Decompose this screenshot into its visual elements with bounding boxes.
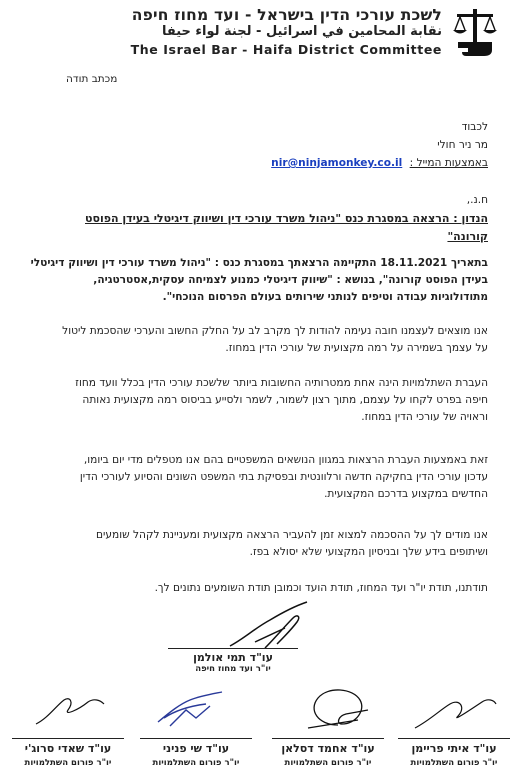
signature-4-name: עו"ד שאדי סרוג'י [12,738,124,755]
signature-3-scribble [150,682,230,732]
closing-line: תודתנו, תודת יו"ר ועד המחוז, תודת הועד וכמובן תודת השומעים נתונים לך. [154,582,488,594]
signature-1 [398,738,510,768]
recipient-email-row [271,157,488,169]
signature-2-scribble [298,680,378,735]
paragraph-5 [36,527,488,561]
signature-2-title: יו"ר פורום השתלמויות [284,758,372,768]
signature-2 [272,738,384,768]
recipient-to-label: לכבוד [461,121,488,133]
subject-line-2: קורונה" [447,230,488,243]
letterhead-english: The Israel Bar - Haifa District Committee [130,42,442,57]
signature-row [0,738,526,782]
signature-main [168,648,298,674]
paragraph-4 [36,452,488,503]
paragraph-3 [36,375,488,426]
paragraph-2 [36,323,488,357]
p5-line-1: אנו מודים לך על ההסכמה למצוא זמן להעביר הרצאה מקצועית ומעניינת לקהל שומעים [96,529,488,541]
letterhead-hebrew: לשכת עורכי הדין בישראל - ועד מחוז חיפה [131,6,442,24]
paragraph-1 [30,255,488,306]
recipient-name: מר ניר חולי [437,139,488,151]
signature-main-name: עו"ד תמי אולמן [168,648,298,664]
document-type: מכתב תודה [66,73,118,85]
p3-line-1: העברת השתלמויות הינה אחת ממטרותיה החשובות ביותר שלשכת עורכי הדין בכלל וועד מחוז [75,377,488,389]
p3-line-2: חיפה בפרט לקחו על עצמם, מתוך רצון לשמור, לשמר ולסייע בביסוס רמה מקצועית נאותה [82,394,488,406]
p1-line-2: בעידן הפוסט קורונה", בנושא : "שיווק דיגיטלי כמנוע לצמיחה עסקית,אסטרטגיה, [93,274,488,286]
scales-of-justice-logo [452,6,498,58]
signature-main-title: יו"ר ועד מחוז חיפה [195,664,271,674]
p2-line-2: על עצמך בשמירה על רמה מקצועית של עורכי הדין במחוז. [225,342,488,354]
letterhead-arabic: نقابة المحامين في اسرائيل - لجنة لواء حيفا [161,24,442,39]
p1-line-3: מתודולוגיות עבודה וטיפים לנותני שירותים בעולם הפרסום הנוכחי". [162,291,488,303]
p5-line-2: ושיתופים בידע שלך ובניסיון המקצועי שלא יסולא בפז. [249,546,488,558]
email-label: באמצעות המייל : [409,157,488,169]
signature-4-scribble [30,688,110,733]
signature-2-name: עו"ד אחמד דסלאן [272,738,384,755]
p4-line-2: עדכון עורכי הדין בחקיקה חדשה ורלוונטית ובפסיקת בתי המשפט השונים והסיוע לעורכי הדין [79,471,488,483]
p4-line-3: החדשים במקצוע בדרכם המקצועית. [324,488,488,500]
signature-3-title: יו"ר פורום השתלמויות [152,758,240,768]
signature-1-title: יו"ר פורום השתלמויות [410,758,498,768]
signature-1-scribble [410,690,500,735]
signature-3-name: עו"ד שי פניני [140,738,252,755]
p4-line-1: זאת באמצעות העברת הרצאות במגוון הנושאים המשפטיים בהם אנו מטפלים מדי יום ביומו, [83,454,488,466]
signature-3 [140,738,252,768]
subject-line-1: הנדון : הרצאה במסגרת כנס "ניהול משרד עורכי דין ושיווק דיגיטלי בעידן הפוסט [85,212,488,225]
signature-main-scribble [225,598,315,653]
signature-1-name: עו"ד איתי פריימן [398,738,510,755]
signature-4-title: יו"ר פורום השתלמויות [24,758,112,768]
p1-line-1: בתאריך 18.11.2021 התקיימה הרצאתך במסגרת כנס : "ניהול משרד עורכי דין ושיווק דיגיטלי [30,257,488,269]
p3-line-3: וראויה של עורכי הדין במחוז. [361,411,488,423]
letterhead [0,0,526,60]
signature-4 [12,738,124,768]
p2-line-1: אנו מוצאים לעצמנו חובה נעימה להודות לך מקרב לב על החלק החשוב והערכי שהסכמת ליטול [62,325,488,337]
email-link[interactable]: nir@ninjamonkey.co.il [271,157,403,169]
greeting: ח.נ., [466,194,488,206]
